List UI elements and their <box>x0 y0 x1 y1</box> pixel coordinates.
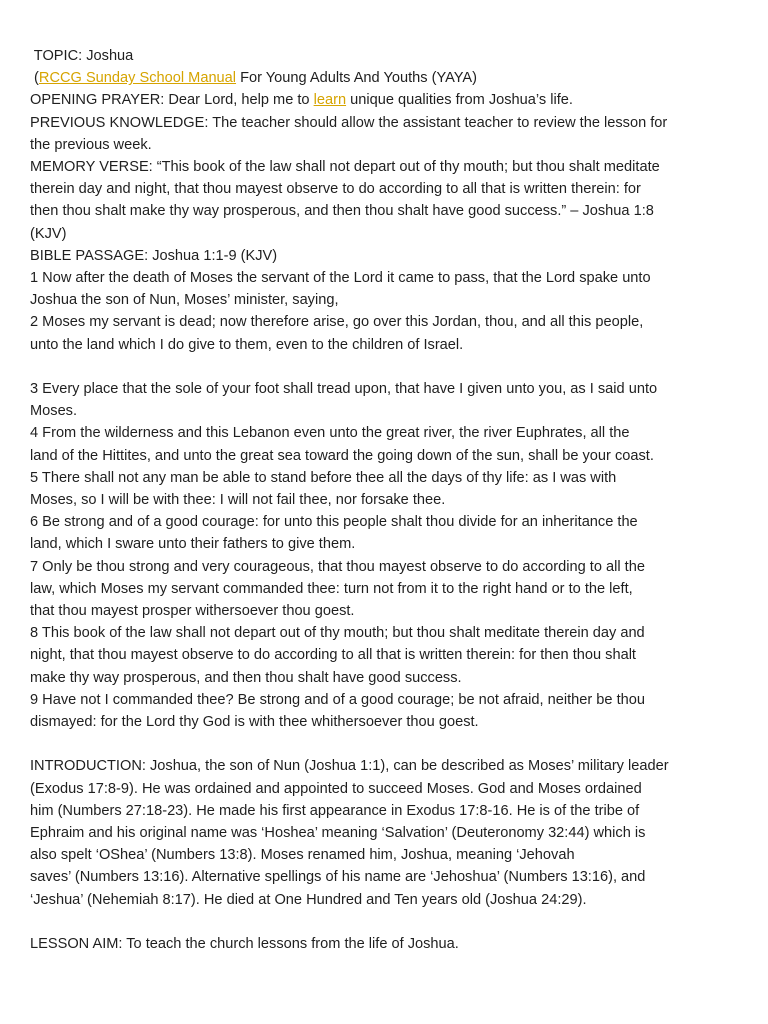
verse-line: unto the land which I do give to them, even to the children of Israel. <box>30 336 464 353</box>
verse-line: make thy way prosperous, and then thou shalt have good success. <box>30 669 462 686</box>
memory-verse-line: therein day and night, that thou mayest observe to do according to all that is written therein: for <box>30 181 641 198</box>
bible-verses-part2 <box>30 378 746 733</box>
bible-passage-title: BIBLE PASSAGE: Joshua 1:1-9 (KJV) <box>30 247 278 264</box>
verse-line: dismayed: for the Lord thy God is with thee whithersoever thou goest. <box>30 714 479 731</box>
verse-line: 1 Now after the death of Moses the servant of the Lord it came to pass, that the Lord spake unto <box>30 270 651 287</box>
article-body <box>30 45 746 955</box>
manual-line <box>30 67 746 89</box>
bible-verses-part1 <box>30 267 746 356</box>
introduction <box>30 755 746 910</box>
verse-line: night, that thou mayest observe to do according to all that is written therein: for then thou shalt <box>30 647 636 664</box>
verse-line: 3 Every place that the sole of your foot shall tread upon, that have I given unto you, as I said unto <box>30 381 658 398</box>
verse-line: 9 Have not I commanded thee? Be strong and of a good courage; be not afraid, neither be thou <box>30 691 645 708</box>
verse-line: 8 This book of the law shall not depart out of thy mouth; but thou shalt meditate therein day and <box>30 625 645 642</box>
introduction-line: also spelt ‘OShea’ (Numbers 13:8). Moses renamed him, Joshua, meaning ‘Jehovah <box>30 847 575 864</box>
manual-open-paren: ( <box>30 70 39 87</box>
verse-line: land, which I sware unto their fathers to give them. <box>30 536 356 553</box>
opening-prayer-suffix: unique qualities from Joshua’s life. <box>346 92 573 109</box>
introduction-line: him (Numbers 27:18-23). He made his first appearance in Exodus 17:8-16. He is of the tribe of <box>30 802 640 819</box>
verse-line: Moses. <box>30 403 78 420</box>
verse-line: Moses, so I will be with thee: I will not fail thee, nor forsake thee. <box>30 492 446 509</box>
topic-line: TOPIC: Joshua <box>30 48 134 64</box>
introduction-line: INTRODUCTION: Joshua, the son of Nun (Joshua 1:1), can be described as Moses’ military leader <box>30 758 669 775</box>
introduction-line: (Exodus 17:8-9). He was ordained and appointed to succeed Moses. God and Moses ordained <box>30 780 642 797</box>
introduction-line: saves’ (Numbers 13:16). Alternative spellings of his name are ‘Jehoshua’ (Numbers 13:16), and <box>30 869 646 886</box>
opening-prayer-line <box>30 89 746 111</box>
memory-verse <box>30 156 746 245</box>
lesson-aim: LESSON AIM: To teach the church lessons from the life of Joshua. <box>30 936 459 953</box>
previous-knowledge <box>30 112 746 156</box>
memory-verse-line: (KJV) <box>30 225 67 242</box>
paragraph-spacer <box>30 356 746 378</box>
memory-verse-line: then thou shalt make thy way prosperous, and then thou shalt have good success.” – Joshua 1:8 <box>30 203 654 220</box>
verse-line: law, which Moses my servant commanded thee: turn not from it to the right hand or to the left, <box>30 580 633 597</box>
learn-link[interactable]: learn <box>313 92 347 109</box>
verse-line: 4 From the wilderness and this Lebanon even unto the great river, the river Euphrates, all the <box>30 425 630 442</box>
previous-knowledge-line: PREVIOUS KNOWLEDGE: The teacher should allow the assistant teacher to review the lesson for <box>30 114 668 131</box>
paragraph-spacer <box>30 733 746 755</box>
memory-verse-line: MEMORY VERSE: “This book of the law shall not depart out of thy mouth; but thou shalt meditate <box>30 159 660 176</box>
manual-link[interactable]: RCCG Sunday School Manual <box>38 70 237 87</box>
introduction-line: ‘Jeshua’ (Nehemiah 8:17). He died at One Hundred and Ten years old (Joshua 24:29). <box>30 891 587 908</box>
manual-rest: For Young Adults And Youths (YAYA) <box>236 70 478 87</box>
verse-line: 7 Only be thou strong and very courageous, that thou mayest observe to do according to all the <box>30 558 645 575</box>
introduction-line: Ephraim and his original name was ‘Hoshea’ meaning ‘Salvation’ (Deuteronomy 32:44) which is <box>30 825 646 842</box>
verse-line: 6 Be strong and of a good courage: for unto this people shalt thou divide for an inheritance the <box>30 514 638 531</box>
previous-knowledge-line: the previous week. <box>30 136 152 153</box>
verse-line: Joshua the son of Nun, Moses’ minister, saying, <box>30 292 339 309</box>
paragraph-spacer <box>30 911 746 933</box>
verse-line: land of the Hittites, and unto the great sea toward the going down of the sun, shall be your coast. <box>30 447 654 464</box>
opening-prayer-prefix: OPENING PRAYER: Dear Lord, help me to <box>30 92 314 109</box>
verse-line: that thou mayest prosper withersoever thou goest. <box>30 603 355 620</box>
verse-line: 5 There shall not any man be able to stand before thee all the days of thy life: as I was with <box>30 469 617 486</box>
verse-line: 2 Moses my servant is dead; now therefore arise, go over this Jordan, thou, and all this people, <box>30 314 644 331</box>
